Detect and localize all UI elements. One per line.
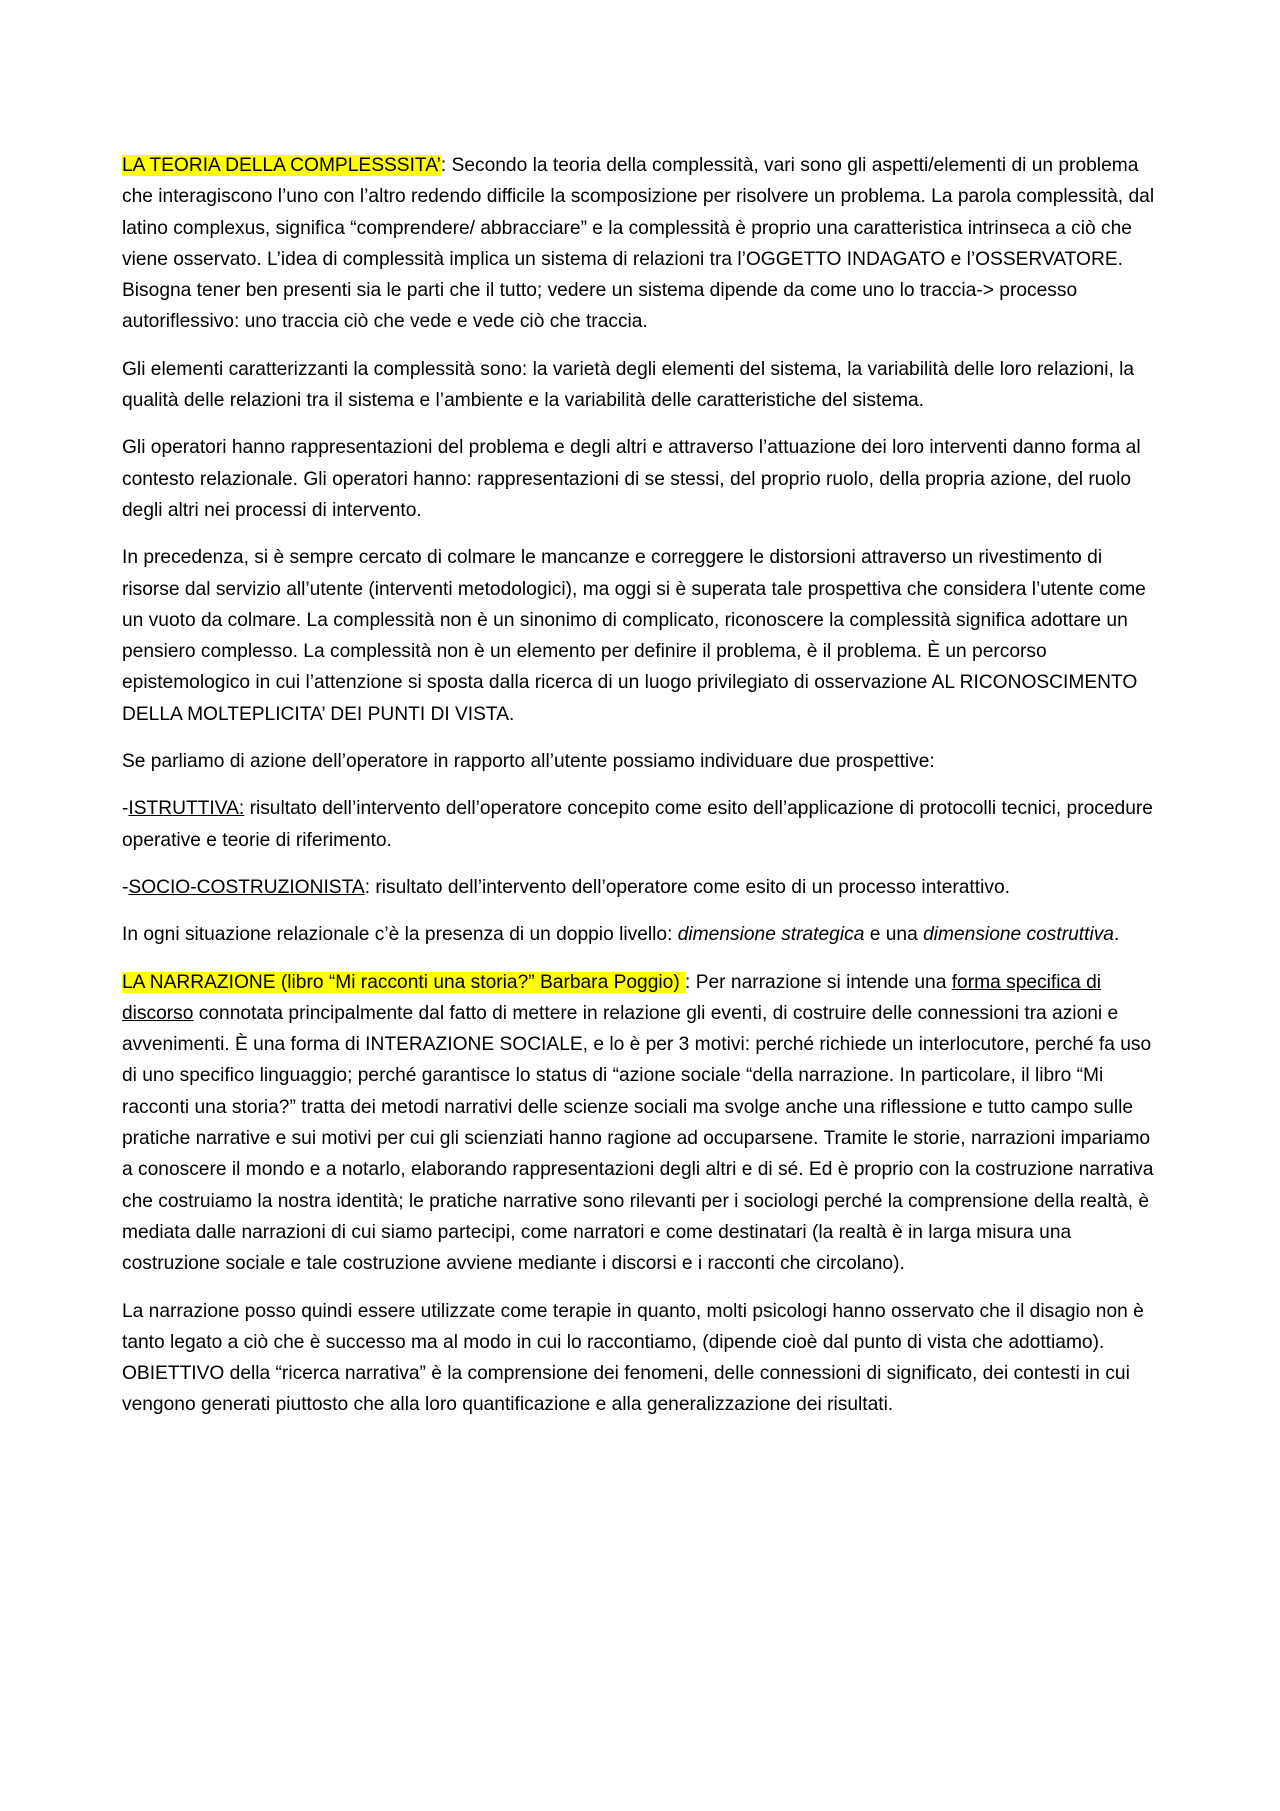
paragraph-text: In ogni situazione relazionale c’è la presenza di un doppio livello: bbox=[122, 924, 678, 946]
italic-dimensione-strategica: dimensione strategica bbox=[677, 924, 865, 946]
paragraph-narrazione bbox=[122, 967, 1162, 1280]
underlined-forma-discorso: forma specifica di discorso bbox=[122, 971, 1102, 1024]
paragraph-text: risultato dell’intervento dell’operatore concepito come esito dell’applicazione di protocolli tecnici, procedure operative e teorie di riferimento. bbox=[122, 798, 1153, 851]
list-dash: - bbox=[122, 798, 129, 820]
heading-narrazione: LA NARRAZIONE (libro “Mi racconti una storia?” Barbara Poggio) bbox=[122, 971, 686, 993]
paragraph-elementi: Gli elementi caratterizzanti la complessità sono: la varietà degli elementi del sistema, la variabilità delle loro relazioni, la qualità delle relazioni tra il sistema e l’ambiente e la variabilità delle caratteristiche del sistema. bbox=[122, 358, 1135, 412]
term-socio-costruzionista: SOCIO-COSTRUZIONISTA bbox=[128, 876, 365, 898]
term-istruttiva: ISTRUTTIVA: bbox=[128, 798, 245, 820]
list-dash: - bbox=[122, 876, 129, 898]
paragraph-istruttiva bbox=[122, 793, 1162, 856]
document-page bbox=[122, 150, 1162, 1437]
heading-teoria-complessita: LA TEORIA DELLA COMPLESSSITA’ bbox=[122, 155, 441, 176]
paragraph-text: : Per narrazione si intende una bbox=[685, 971, 952, 993]
paragraph-doppio-livello bbox=[122, 919, 1162, 950]
paragraph-text: connotata principalmente dal fatto di mettere in relazione gli eventi, di costruire delle connessioni tra azioni e avvenimenti. È una forma di INTERAZIONE SOCIALE, e lo è per 3 motivi: perché richiede un interlocutore, perché fa uso di uno specifico linguaggio; perché garantisce lo status di “azione sociale “della narrazione. In particolare, il libro “Mi racconti una storia?” tratta dei metodi narrativi delle scienze sociali ma svolge anche una riflessione e tutto campo sulle pratiche narrative e sui motivi per cui gli scienziati hanno ragione ad occuparsene. Tramite le storie, narrazioni impariamo a conoscere il mondo e a notarlo, elaborando rappresentazioni degli altri e di sé. Ed è proprio con la costruzione narrativa che costruiamo la nostra identità; le pratiche narrative sono rilevanti per i sociologi perché la comprensione della realtà, è mediata dalle narrazioni di cui siamo partecipi, come narratori e come destinatari (la realtà è in larga misura una costruzione sociale e tale costruzione avviene mediante i discorsi e i racconti che circolano). bbox=[122, 1002, 1154, 1275]
paragraph-text: : Secondo la teoria della complessità, vari sono gli aspetti/elementi di un problema che interagiscono l’uno con l’altro redendo difficile la scomposizione per risolvere un problema. La parola complessità, dal latino complexus, significa “comprendere/ abbracciare” e la complessità è proprio una caratteristica intrinseca a ciò che viene osservato. L’idea di complessità implica un sistema di relazioni tra l’OGGETTO INDAGATO e l’OSSERVATORE. Bisogna tener ben presenti sia le parti che il tutto; vedere un sistema dipende da come uno lo traccia-> processo autoriflessivo: uno traccia ciò che vede e vede ciò che traccia. bbox=[122, 155, 1155, 333]
paragraph-text: : risultato dell’intervento dell’operatore come esito di un processo interattivo. bbox=[364, 876, 1010, 898]
paragraph-operatori: Gli operatori hanno rappresentazioni del problema e degli altri e attraverso l’attuazione dei loro interventi danno forma al contesto relazionale. Gli operatori hanno: rappresentazioni di se stessi, del proprio ruolo, della propria azione, del ruolo degli altri nei processi di intervento. bbox=[122, 437, 1141, 521]
paragraph-socio-costruzionista bbox=[122, 872, 1162, 903]
paragraph-text: . bbox=[1113, 924, 1120, 946]
paragraph-precedenza: In precedenza, si è sempre cercato di colmare le mancanze e correggere le distorsioni attraverso un rivestimento di risorse dal servizio all’utente (interventi metodologici), ma oggi si è superata tale prospettiva che considera l’utente come un vuoto da colmare. La complessità non è un sinonimo di complicato, riconoscere la complessità significa adottare un pensiero complesso. La complessità non è un elemento per definire il problema, è il problema. È un percorso epistemologico in cui l’attenzione si sposta dalla ricerca di un luogo privilegiato di osservazione AL RICONOSCIMENTO DELLA MOLTEPLICITA’ DEI PUNTI DI VISTA. bbox=[122, 547, 1146, 725]
paragraph-terapie: La narrazione posso quindi essere utilizzate come terapie in quanto, molti psicologi hanno osservato che il disagio non è tanto legato a ciò che è successo ma al modo in cui lo raccontiamo, (dipende cioè dal punto di vista che adottiamo). OBIETTIVO della “ricerca narrativa” è la comprensione dei fenomeni, delle connessioni di significato, dei contesti in cui vengono generati piuttosto che alla loro quantificazione e alla generalizzazione dei risultati. bbox=[122, 1300, 1144, 1416]
paragraph-prospettive-intro: Se parliamo di azione dell’operatore in rapporto all’utente possiamo individuare due prospettive: bbox=[122, 751, 935, 773]
paragraph-text: e una bbox=[864, 924, 924, 946]
italic-dimensione-costruttiva: dimensione costruttiva bbox=[923, 924, 1114, 946]
paragraph-complessita bbox=[122, 150, 1162, 338]
